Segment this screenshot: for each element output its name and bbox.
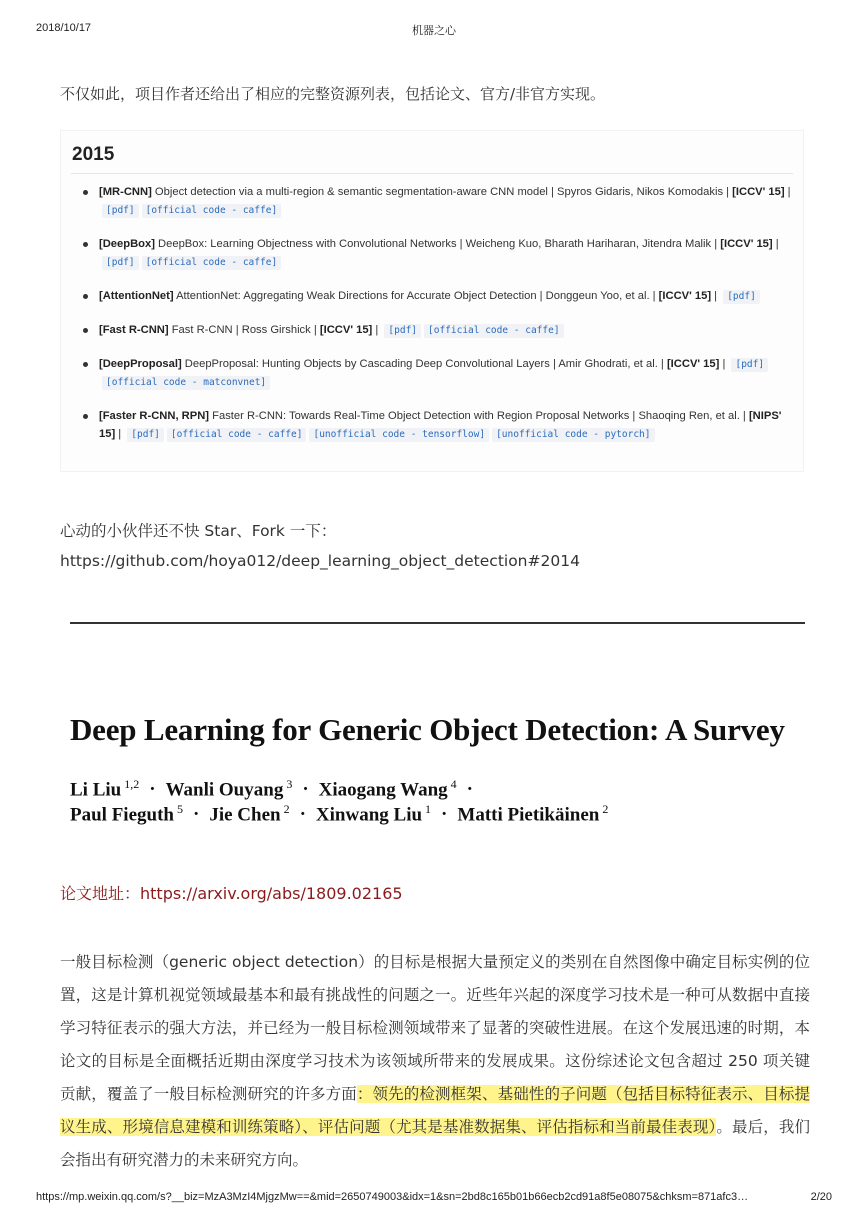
resource-code-link[interactable]: [pdf]: [723, 290, 760, 304]
author-name: Li Liu: [70, 779, 122, 801]
resource-code-link[interactable]: [pdf]: [102, 204, 139, 218]
resource-tag: [Fast R-CNN]: [99, 324, 169, 336]
resource-separator: |: [772, 238, 779, 250]
author-affiliation: 2: [283, 802, 290, 816]
paper-title: Deep Learning for Generic Object Detection: A Survey: [70, 712, 785, 747]
resource-item: [77, 407, 791, 443]
call-to-action: [60, 516, 580, 576]
author-name: Paul Fieguth: [70, 804, 174, 826]
resource-venue: [ICCV' 15]: [319, 324, 373, 336]
resource-description: AttentionNet: Aggregating Weak Directions for Accurate Object Detection | Donggeun Yoo, et al. |: [173, 290, 659, 302]
abstract-text-before: 一般目标检测（generic object detection）的目标是根据大量预定义的类别在自然图像中确定目标实例的位置，这是计算机视觉领域最基本和最有挑战性的问题之一。近些年兴起的深度学习技术是一种可从数据中直接学习特征表示的强大方法，并已经为一般目标检测领域带来了显著的突破性进展。在这个发展迅速的时期，本论文的目标是全面概括近期由深度学习技术为该领域所带来的发展成果。这份综述论文包含超过 250 项关键贡献，覆盖了一般目标检测研究的许多方面: [60, 953, 810, 1103]
author-name: Xiaogang Wang: [318, 779, 448, 801]
author-name: Xinwang Liu: [315, 804, 423, 826]
section-divider: [70, 622, 805, 624]
author-separator: ·: [441, 804, 448, 826]
author-affiliation: 5: [176, 802, 183, 816]
paper-link-line: [60, 880, 403, 908]
resource-item: [77, 355, 791, 391]
abstract-highlight: ：领先的检测框架、基础性的子问题（包括目标特征表示、目标提议生成、形境信息建模和训练策略）、评估问题（尤其是基准数据集、评估指标和当前最佳表现）: [60, 1085, 810, 1136]
author-separator: ·: [302, 779, 309, 801]
author-affiliation: 3: [286, 777, 293, 791]
author-name: Jie Chen: [209, 804, 281, 826]
resource-tag: [AttentionNet]: [99, 290, 174, 302]
resource-code-link[interactable]: [official code - caffe]: [424, 324, 564, 338]
resource-separator: |: [372, 324, 382, 336]
resource-venue: [ICCV' 15]: [666, 358, 720, 370]
author-separator: ·: [299, 804, 306, 826]
author-separator: ·: [466, 779, 474, 801]
resource-code-link[interactable]: [official code - matconvnet]: [102, 376, 270, 390]
author-affiliation: 2: [602, 802, 609, 816]
author-separator: ·: [149, 779, 156, 801]
resource-code-link[interactable]: [official code - caffe]: [142, 204, 282, 218]
paper-link-url[interactable]: https://arxiv.org/abs/1809.02165: [140, 884, 403, 903]
resource-venue: [ICCV' 15]: [720, 238, 773, 250]
resource-separator: |: [711, 290, 721, 302]
resource-description: Faster R-CNN: Towards Real-Time Object Detection with Region Proposal Networks | Shaoqing Ren, et al. |: [209, 410, 749, 422]
abstract-text-after: 。最后，我们会指出有研究潜力的未来研究方向。: [60, 1118, 810, 1169]
resource-tag: [DeepBox]: [99, 238, 155, 250]
resource-description: DeepProposal: Hunting Objects by Cascading Deep Convolutional Layers | Amir Ghodrati, et al. |: [181, 358, 667, 370]
resource-code-link[interactable]: [official code - caffe]: [142, 256, 282, 270]
resource-description: Fast R-CNN | Ross Girshick |: [168, 324, 320, 336]
abstract-paragraph: [60, 946, 810, 1177]
resource-item: [77, 287, 791, 305]
resource-code-link[interactable]: [unofficial code - tensorflow]: [309, 428, 489, 442]
resource-tag: [MR-CNN]: [99, 186, 152, 198]
resource-code-link[interactable]: [unofficial code - pytorch]: [492, 428, 654, 442]
resource-description: DeepBox: Learning Objectness with Convolutional Networks | Weicheng Kuo, Bharath Hariharan, Jitendra Malik |: [154, 238, 721, 250]
cta-text: 心动的小伙伴还不快 Star、Fork 一下：: [60, 522, 337, 540]
resource-list-screenshot: [60, 130, 804, 472]
year-heading-rule: [71, 173, 793, 174]
resource-venue: [NIPS' 15]: [99, 410, 782, 440]
page-number: 2/20: [810, 1191, 832, 1203]
author-separator: ·: [192, 804, 200, 826]
resource-tag: [DeepProposal]: [99, 358, 182, 370]
resource-code-link[interactable]: [official code - caffe]: [167, 428, 307, 442]
resource-item: [77, 321, 791, 339]
resource-item: [77, 183, 791, 219]
resource-separator: |: [115, 428, 125, 440]
resource-separator: |: [784, 186, 791, 198]
repo-link[interactable]: https://github.com/hoya012/deep_learning_object_detection#2014: [60, 552, 580, 570]
author-affiliation: 1: [425, 802, 432, 816]
authors-line-1: [70, 777, 483, 801]
page-url: https://mp.weixin.qq.com/s?__biz=MzA3MzI4MjgzMw==&mid=2650749003&idx=1&sn=2bd8c165b01b66ecb2cd91a8f5e08075&chksm=871afc3…: [36, 1191, 749, 1203]
intro-paragraph: 不仅如此，项目作者还给出了相应的完整资源列表，包括论文、官方/非官方实现。: [60, 85, 606, 103]
resource-separator: |: [719, 358, 729, 370]
resource-code-link[interactable]: [pdf]: [102, 256, 139, 270]
resource-venue: [ICCV' 15]: [658, 290, 712, 302]
year-heading: 2015: [72, 144, 115, 165]
paper-link-label: 论文地址：: [60, 884, 141, 903]
resource-tag: [Faster R-CNN, RPN]: [99, 410, 210, 422]
site-name: 机器之心: [412, 25, 456, 37]
resource-code-link[interactable]: [pdf]: [127, 428, 164, 442]
paper-title-image: [60, 700, 804, 830]
resource-list: [77, 183, 791, 459]
print-footer: [36, 1191, 832, 1205]
resource-venue: [ICCV' 15]: [732, 186, 785, 198]
resource-item: [77, 235, 791, 271]
author-affiliation: 1,2: [124, 777, 140, 791]
author-affiliation: 4: [450, 777, 457, 791]
resource-description: Object detection via a multi-region & semantic segmentation-aware CNN model | Spyros Gidaris, Nikos Komodakis |: [151, 186, 733, 198]
author-name: Matti Pietikäinen: [457, 804, 600, 826]
resource-code-link[interactable]: [pdf]: [731, 358, 768, 372]
resource-code-link[interactable]: [pdf]: [384, 324, 421, 338]
author-name: Wanli Ouyang: [165, 779, 284, 801]
authors-line-2: [70, 802, 608, 826]
print-date: 2018/10/17: [36, 22, 92, 34]
print-header: [36, 22, 832, 36]
